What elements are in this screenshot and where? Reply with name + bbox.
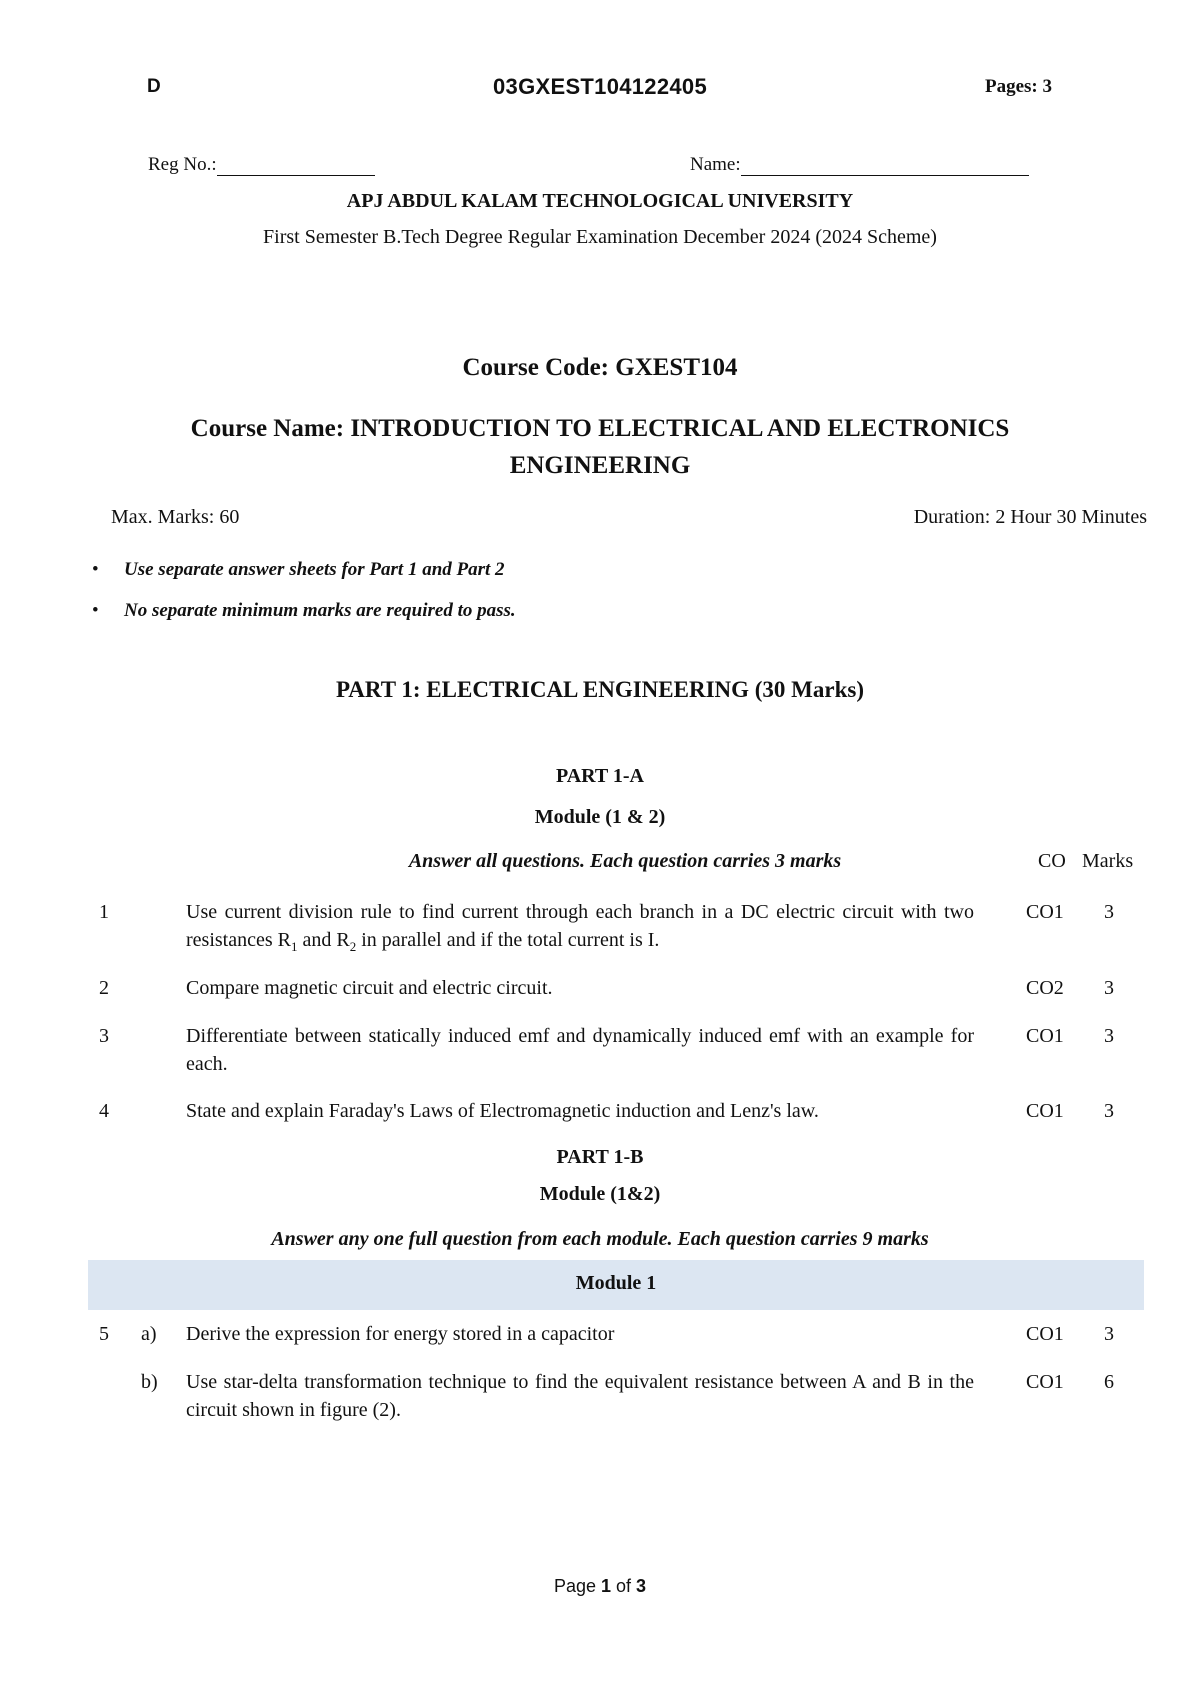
part1a-title: PART 1-A: [556, 765, 644, 787]
col-marks-header: Marks: [1082, 850, 1134, 872]
course-name: [0, 410, 1200, 484]
course-name-line2: ENGINEERING: [509, 452, 691, 479]
page-label: Page: [553, 1576, 601, 1596]
page-number: 1: [601, 1576, 612, 1596]
question-text: Use star-delta transformation technique to find the equivalent resistance between A and B in the circuit shown in figure (2).: [186, 1371, 974, 1421]
question-number: 2: [99, 977, 109, 999]
question-text: Compare magnetic circuit and electric circuit.: [186, 977, 553, 999]
part1b-title: PART 1-B: [556, 1146, 644, 1168]
question-text: State and explain Faraday's Laws of Electromagnetic induction and Lenz's law.: [186, 1100, 819, 1122]
question-marks: 3: [1104, 901, 1114, 923]
course-name-line1: Course Name: INTRODUCTION TO ELECTRICAL AND ELECTRONICS: [190, 415, 1010, 442]
university-name: APJ ABDUL KALAM TECHNOLOGICAL UNIVERSITY: [346, 190, 854, 212]
question-co: CO1: [1026, 901, 1064, 923]
question-co: CO1: [1026, 1323, 1064, 1345]
bullet-icon: •: [92, 559, 99, 580]
question-co: CO1: [1026, 1100, 1064, 1122]
paper-code: 03GXEST104122405: [493, 74, 707, 99]
name-line: [741, 157, 1029, 176]
question-subpart: b): [141, 1371, 158, 1393]
page-count: Pages: 3: [984, 76, 1052, 97]
page-footer: [0, 1576, 1200, 1597]
reg-no-field: [148, 154, 375, 176]
question-text: Use current division rule to find current through each branch in a DC electric circuit with two resistances $R_1$ and $R_2$ in parallel and if the total current is I.: [186, 901, 974, 954]
page-of: of: [611, 1576, 637, 1596]
name-field: [690, 154, 1029, 176]
name-label: Name:: [690, 154, 741, 175]
exam-title: First Semester B.Tech Degree Regular Examination December 2024 (2024 Scheme): [263, 226, 937, 248]
question-co: CO1: [1026, 1371, 1064, 1393]
question-marks: 3: [1104, 1025, 1114, 1047]
module-1-label: Module 1: [575, 1272, 657, 1294]
question-text: Differentiate between statically induced emf and dynamically induced emf with an example for each.: [186, 1025, 974, 1075]
question-number: 4: [99, 1100, 109, 1122]
reg-no-line: [217, 157, 375, 176]
question-number: 5: [99, 1323, 109, 1345]
part1a-instruction: Answer all questions. Each question carries 3 marks: [408, 850, 842, 872]
col-co-header: CO: [1038, 850, 1066, 872]
part1-title: PART 1: ELECTRICAL ENGINEERING (30 Marks): [335, 677, 865, 702]
reg-no-label: Reg No.:: [148, 154, 217, 175]
max-marks: Max. Marks: 60: [111, 506, 240, 528]
question-marks: 6: [1104, 1371, 1114, 1393]
part1b-module: Module (1&2): [539, 1183, 661, 1205]
question-number: 3: [99, 1025, 109, 1047]
course-code: Course Code: GXEST104: [462, 354, 738, 381]
page-total: 3: [636, 1576, 647, 1596]
bullet-icon: •: [92, 600, 99, 621]
part1a-module: Module (1 & 2): [534, 806, 666, 828]
question-subpart: a): [141, 1323, 157, 1345]
question-co: CO1: [1026, 1025, 1064, 1047]
question-number: 1: [99, 901, 109, 923]
set-code: D: [147, 76, 161, 97]
question-marks: 3: [1104, 1100, 1114, 1122]
question-text: Derive the expression for energy stored in a capacitor: [186, 1323, 615, 1345]
duration: Duration: 2 Hour 30 Minutes: [913, 506, 1147, 528]
question-marks: 3: [1104, 977, 1114, 999]
part1b-instruction: Answer any one full question from each module. Each question carries 9 marks: [271, 1228, 929, 1250]
question-marks: 3: [1104, 1323, 1114, 1345]
question-co: CO2: [1026, 977, 1064, 999]
